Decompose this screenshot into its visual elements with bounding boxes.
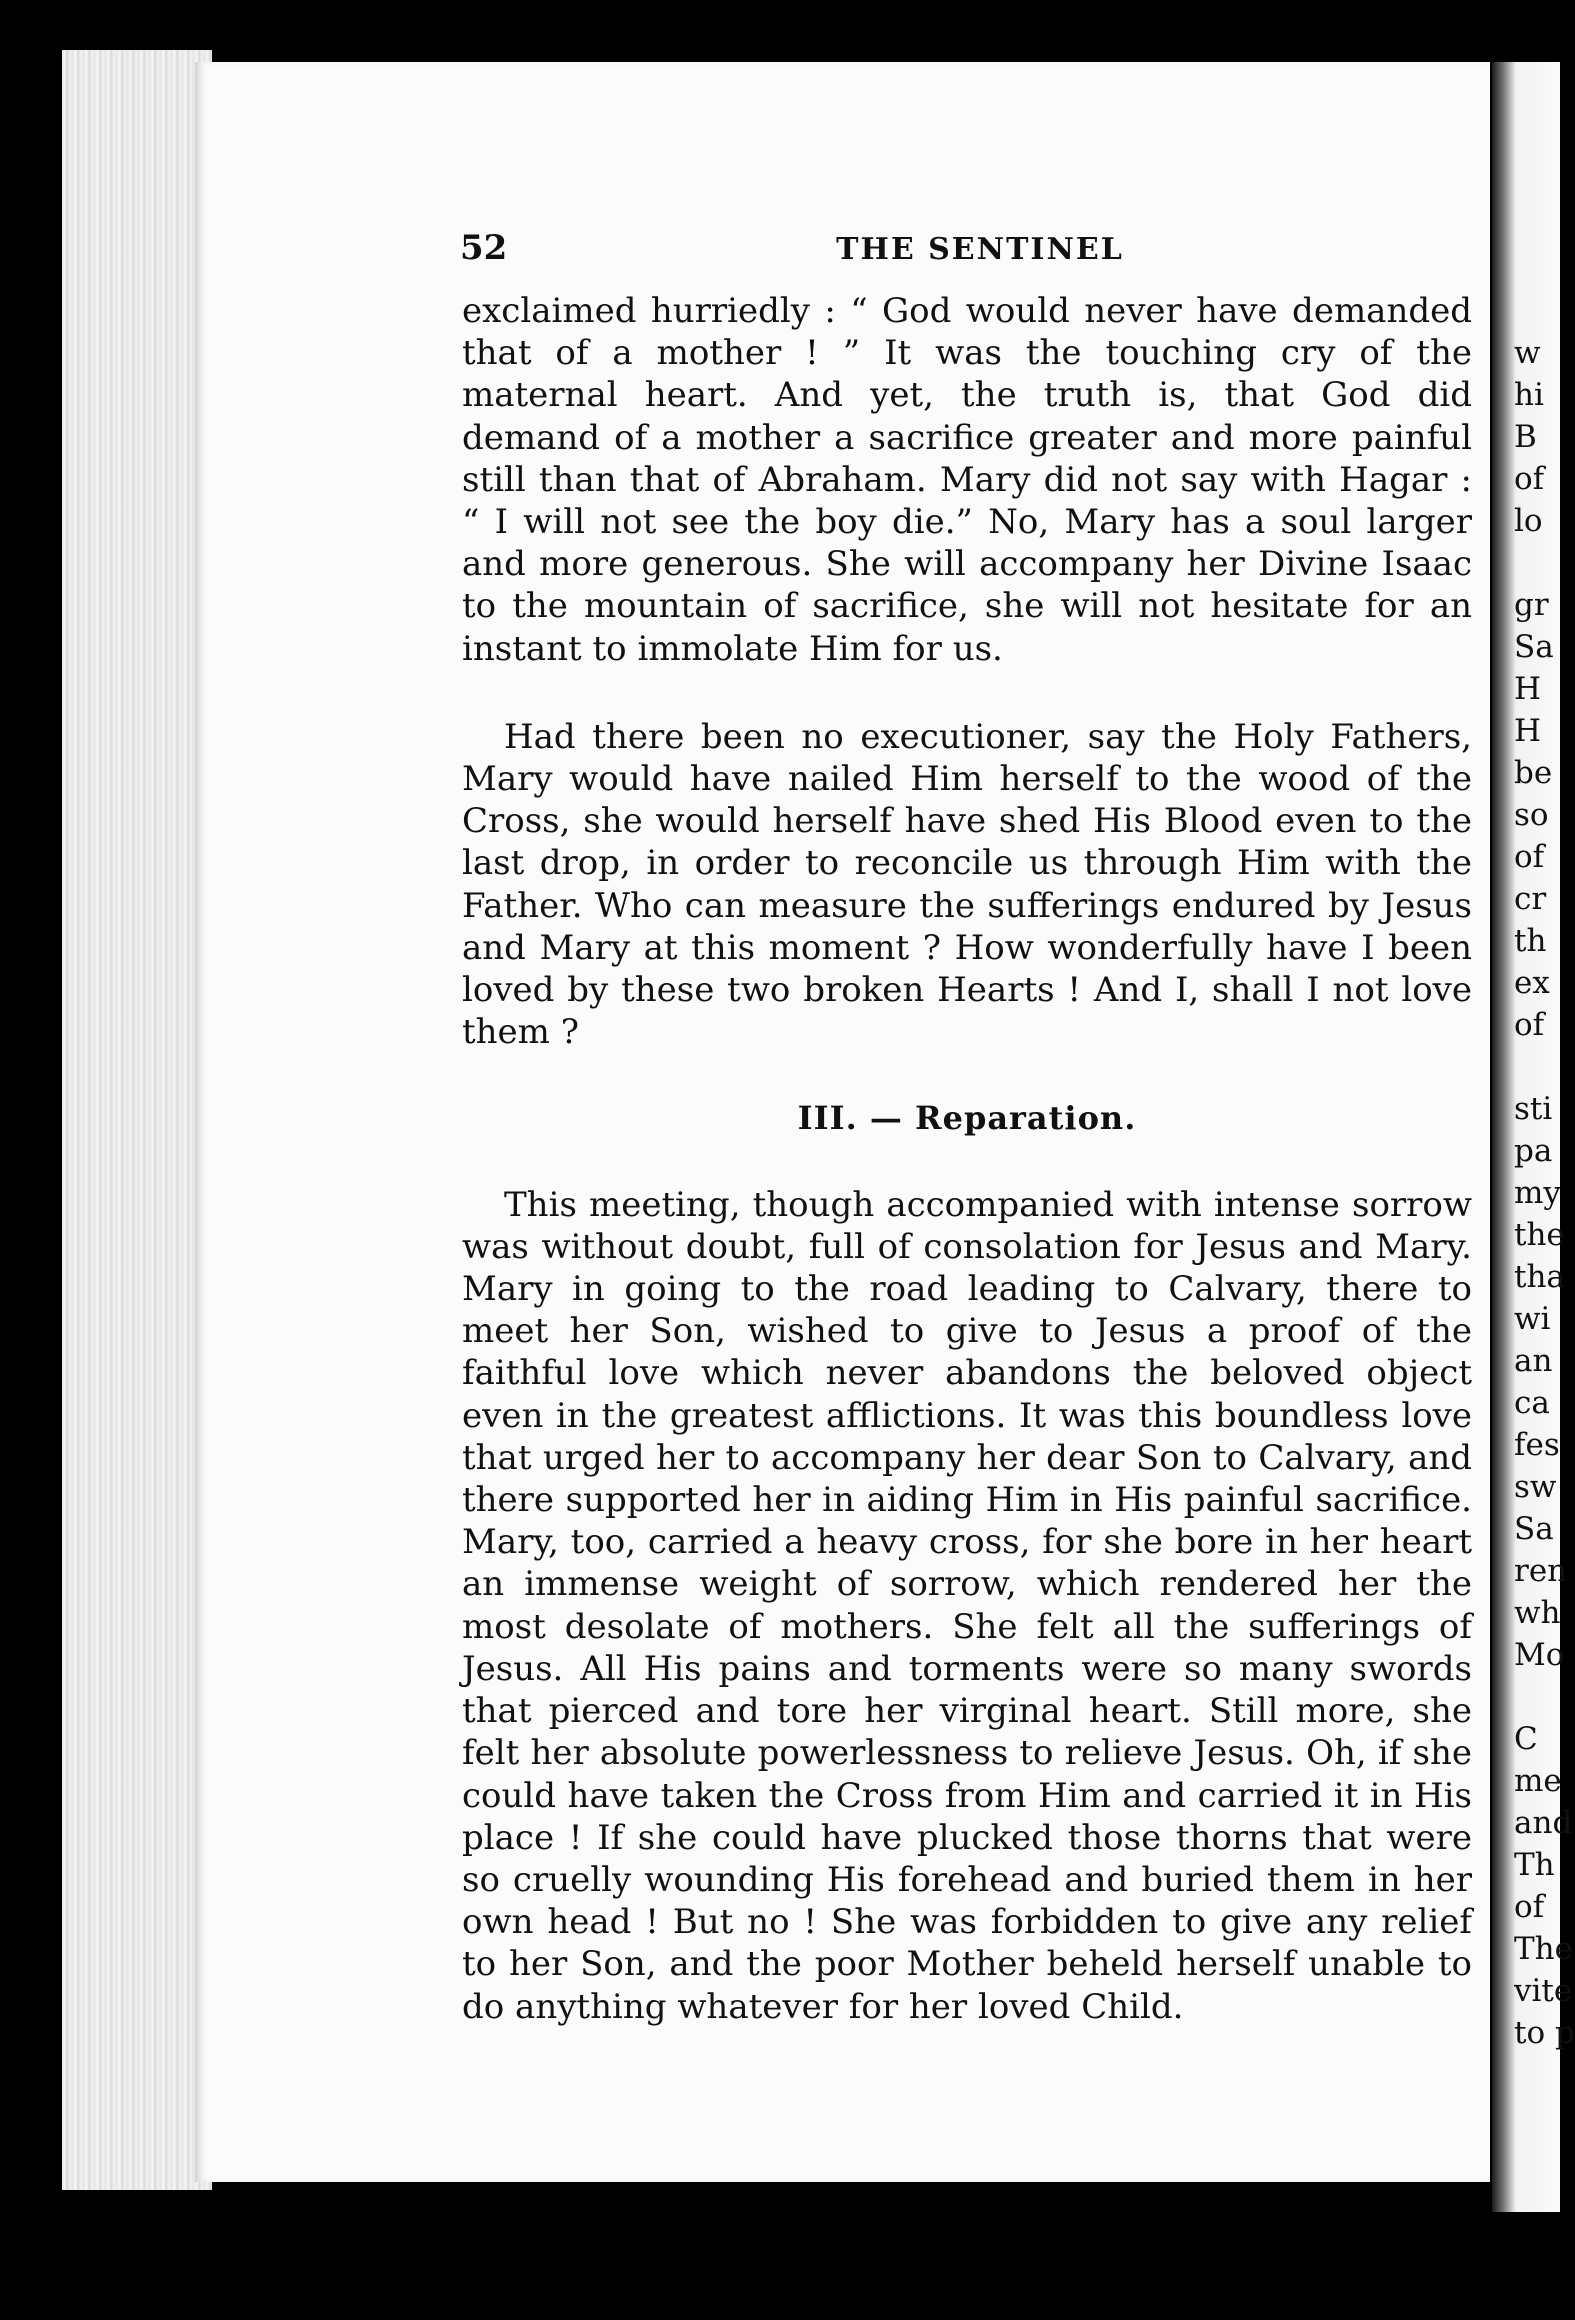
page-header bbox=[460, 228, 1500, 278]
running-head: THE SENTINEL bbox=[836, 232, 1124, 267]
adjacent-page-edge bbox=[1492, 62, 1575, 2212]
paragraph-1: exclaimed hurriedly : “ God would never have demanded that of a mother ! ” It was the touching cry of the maternal heart. And yet, the truth is, that God did demand of a mother a sacrifice greater and more painful still than that of Abraham. Mary did not say with Hagar : “ I will not see the boy die.” No, Mary has a soul larger and more generous. She will accompany her Divine Isaac to the mountain of sacrifice, she will not hesitate for an instant to immolate Him for us. bbox=[462, 291, 1472, 669]
paragraph-3: This meeting, though accompanied with intense sorrow was without doubt, full of consolation for Jesus and Mary. Mary in going to the road leading to Calvary, there to meet her Son, wished to give to Jesus a proof of the faithful love which never abandons the beloved object even in the greatest afflictions. It was this boundless love that urged her to accompany her dear Son to Calvary, and there supported her in aiding Him in His painful sacrifice. Mary, too, carried a heavy cross, for she bore in her heart an immense weight of sorrow, which rendered her the most desolate of mothers. She felt all the sufferings of Jesus. All His pains and torments were so many swords that pierced and tore her virginal heart. Still more, she felt her absolute powerlessness to relieve Jesus. Oh, if she could have taken the Cross from Him and carried it in His place ! If she could have plucked those thorns that were so cruelly wounding His forehead and buried them in her own head ! But no ! She was forbidden to give any relief to her Son, and the poor Mother beheld herself unable to do anything whatever for her loved Child. bbox=[462, 1184, 1472, 2027]
paragraph-2: Had there been no executioner, say the Holy Fathers, Mary would have nailed Him herself to the wood of the Cross, she would herself have shed His Blood even to the last drop, in order to reconcile us through Him with the Father. Who can measure the sufferings endured by Jesus and Mary at this moment ? How wonderfully have I been loved by these two broken Hearts ! And I, shall I not love them ? bbox=[462, 716, 1472, 1053]
page-stack-edge bbox=[62, 50, 212, 2190]
section-heading: III. — Reparation. bbox=[797, 1099, 1137, 1138]
page-number: 52 bbox=[460, 228, 508, 268]
adjacent-page-text: w hi B of lo gr Sa H H be so of cr th ex of sti pa my the tha wi an ca fes sw Sa ren wh Mo C me and Th of The vite to p bbox=[1514, 335, 1575, 2051]
page-text bbox=[462, 290, 1472, 2028]
